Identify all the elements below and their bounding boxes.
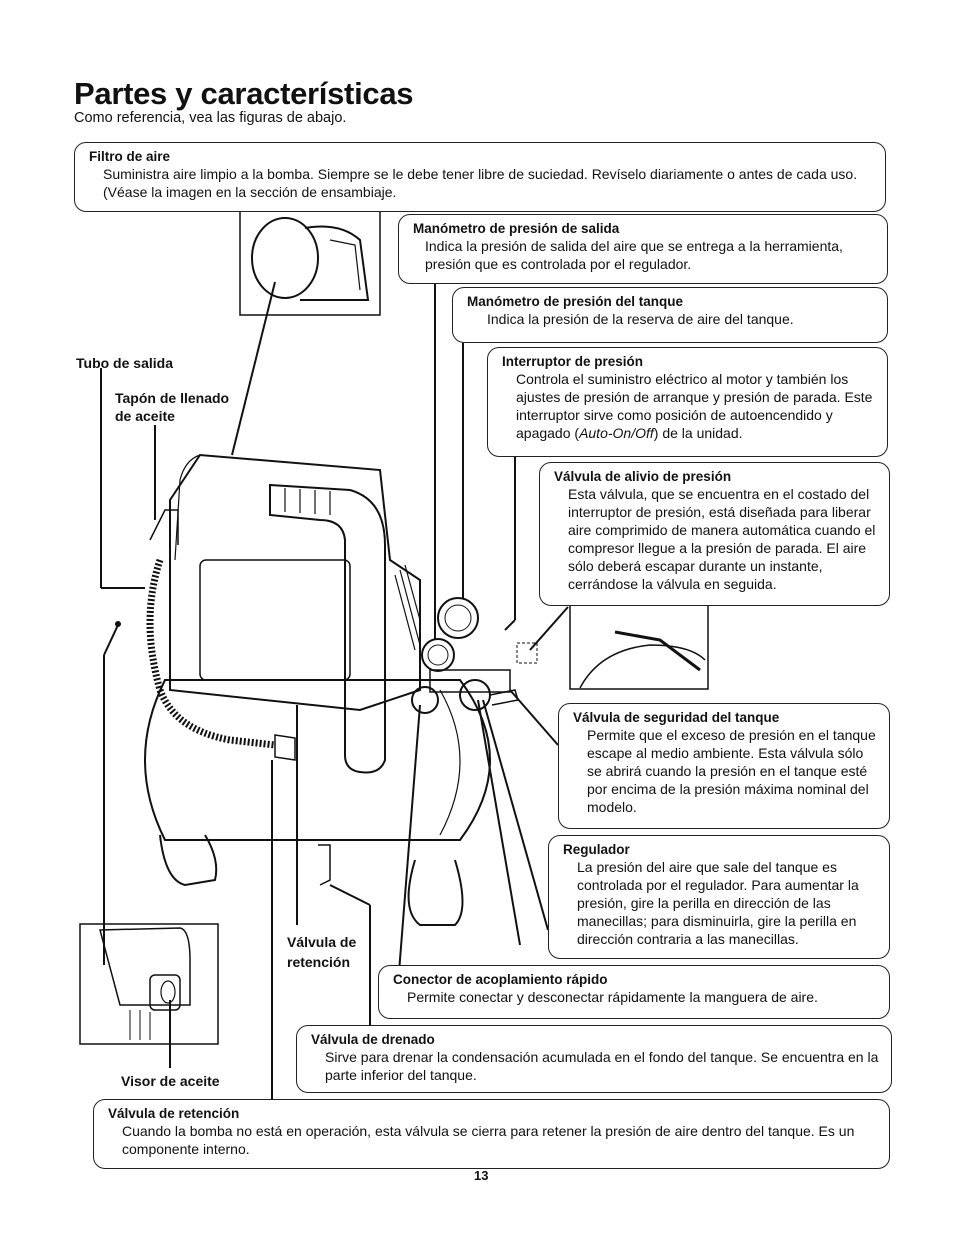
callout-text: Esta válvula, que se encuentra en el costado del interruptor de presión, está diseñada para liberar aire comprimido de manera automática cuando el compresor llegue a la presión de parada. El aire sólo deberá escapar durante un instante, cerrándose la válvula en seguida. [568, 486, 876, 592]
callout-text: Permite conectar y desconectar rápidamente la manguera de aire. [407, 989, 818, 1005]
page-subtitle: Como referencia, vea las figuras de abajo. [74, 110, 347, 126]
callout-text-italic: Auto-On/Off [579, 425, 654, 441]
page-number: 13 [474, 1168, 489, 1183]
callout-title: Conector de acoplamiento rápido [393, 972, 608, 987]
callout-title: Interruptor de presión [502, 354, 644, 369]
callout-title: Filtro de aire [89, 149, 171, 164]
callout-text [516, 370, 877, 442]
oil-sight-inset [80, 924, 218, 1044]
callout-text: Indica la presión de la reserva de aire del tanque. [487, 311, 794, 327]
drain-valve [318, 845, 330, 885]
outlet-gauge [422, 639, 454, 671]
callout-title: Válvula de drenado [311, 1032, 435, 1047]
label-line: retención [287, 954, 351, 970]
air-filter-cap [252, 218, 318, 298]
callout-title: Válvula de seguridad del tanque [573, 710, 780, 725]
label-line: Tapón de llenado [115, 390, 230, 406]
label-tubo-salida: Tubo de salida [76, 355, 173, 371]
callout-text: Cuando la bomba no está en operación, esta válvula se cierra para retener la presión de aire dentro del tanque. Es un componente interno. [122, 1123, 855, 1157]
callout-drenado [296, 1025, 892, 1093]
label-line: de aceite [115, 408, 175, 424]
regulator-knob [412, 687, 438, 713]
callout-alivio [539, 462, 890, 606]
callout-text-part: Controla el suministro eléctrico al motor y también los ajustes de presión de arranque y presión de parada. Este interruptor sirve como posición de autoencendido y apagado ( [516, 371, 873, 441]
callout-retencion [93, 1099, 890, 1169]
tank-foot-right [409, 860, 463, 925]
callout-regulador [548, 835, 890, 959]
callout-filtro-de-aire [74, 142, 886, 212]
callout-manometro-tanque [452, 287, 888, 343]
callout-seguridad [558, 703, 890, 829]
callout-text: Indica la presión de salida del aire que se entrega a la herramienta, presión que es controlada por el regulador. [425, 238, 843, 272]
callout-text: La presión del aire que sale del tanque es controlada por el regulador. Para aumentar la presión, gire la perilla en dirección de las manecillas; para disminuirla, gire la perilla en dirección contraria a las manecillas. [577, 859, 859, 947]
label-tapon-llenado [115, 389, 229, 425]
carry-handle [270, 485, 385, 773]
callout-manometro-salida [398, 214, 888, 284]
outlet-hose [150, 560, 275, 745]
callout-title: Regulador [563, 842, 630, 857]
tank-foot-left [160, 835, 216, 885]
callout-title: Válvula de alivio de presión [554, 469, 732, 484]
page-title: Partes y características [74, 76, 414, 111]
label-line: Válvula de [287, 934, 357, 950]
callout-text: Sirve para drenar la condensación acumulada en el fondo del tanque. Se encuentra en la parte inferior del tanque. [325, 1049, 879, 1083]
callout-text: Permite que el exceso de presión en el tanque escape al medio ambiente. Esta válvula sólo se abrirá cuando la presión en el tanque esté por encima de la presión máxima nominal del modelo. [587, 727, 876, 815]
tank-gauge [438, 598, 478, 638]
callout-text-part: ) de la unidad. [653, 425, 743, 441]
callout-title: Manómetro de presión de salida [413, 221, 620, 236]
callout-conector [378, 965, 890, 1019]
callout-interruptor [487, 347, 888, 457]
leader-dot [115, 621, 121, 627]
motor-housing [170, 455, 420, 710]
label-visor-aceite: Visor de aceite [121, 1073, 220, 1089]
callout-text: Suministra aire limpio a la bomba. Siempre se le debe tener libre de suciedad. Revíselo diariamente o antes de cada uso. (Véase la imagen en la sección de ensambiaje. [103, 166, 858, 200]
callout-title: Válvula de retención [108, 1106, 240, 1121]
callout-title: Manómetro de presión del tanque [467, 294, 684, 309]
label-valvula-retencion [287, 933, 356, 971]
